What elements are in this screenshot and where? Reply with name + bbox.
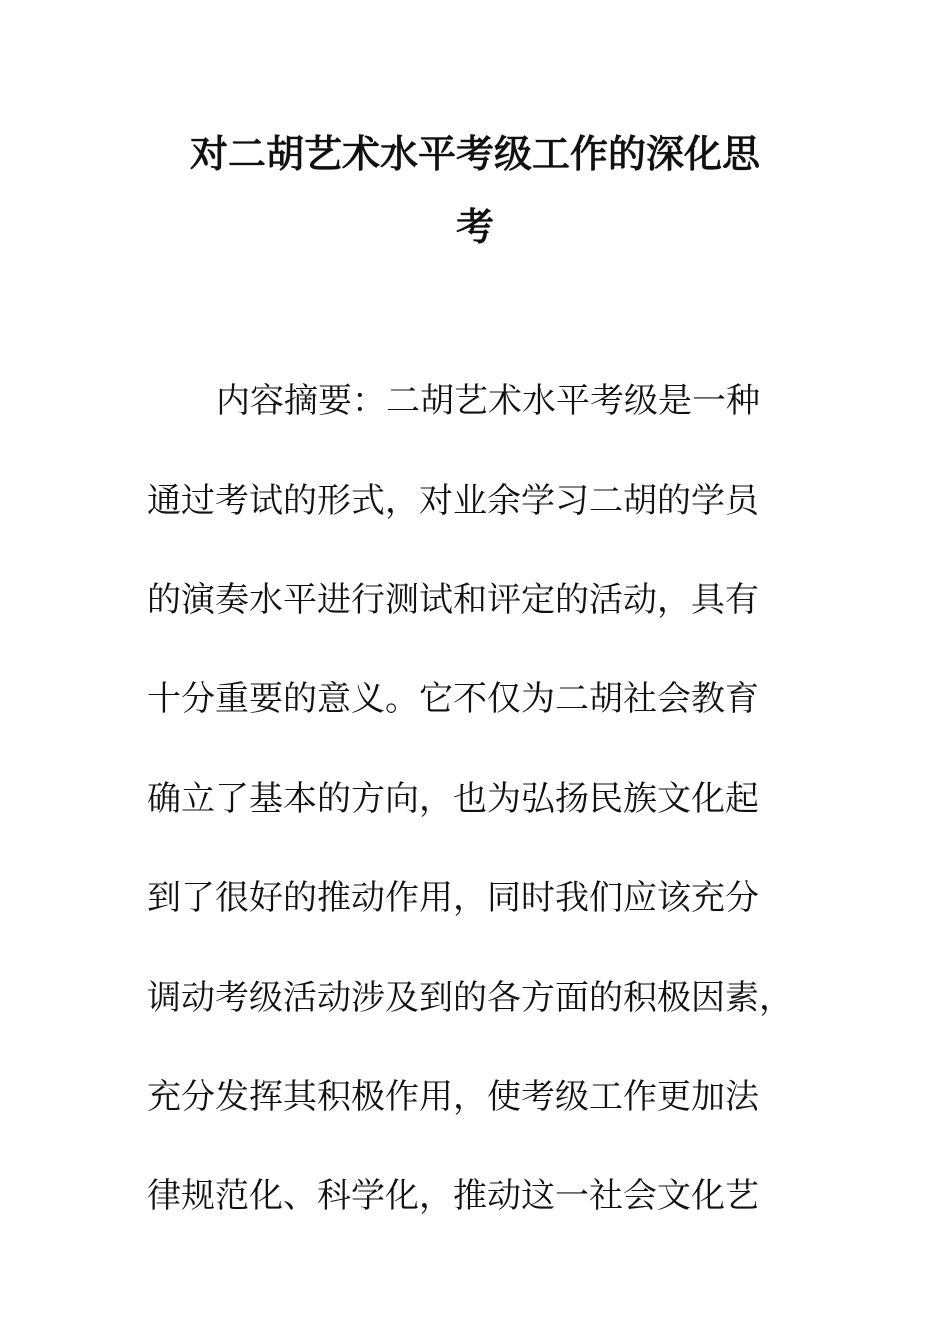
- document-title-line-2: 考: [455, 204, 494, 249]
- abstract-line-2: 通过考试的形式，对业余学习二胡的学员: [147, 481, 759, 521]
- abstract-line-7: 调动考级活动涉及到的各方面的积极因素，: [147, 978, 793, 1018]
- abstract-line-1: 内容摘要：二胡艺术水平考级是一种: [216, 381, 760, 421]
- document-title-line-1: 对二胡艺术水平考级工作的深化思: [189, 131, 760, 176]
- abstract-line-6: 到了很好的推动作用，同时我们应该充分: [147, 878, 759, 918]
- abstract-line-3: 的演奏水平进行测试和评定的活动，具有: [147, 580, 759, 620]
- abstract-line-9: 律规范化、科学化，推动这一社会文化艺: [147, 1176, 759, 1216]
- abstract-line-8: 充分发挥其积极作用，使考级工作更加法: [147, 1077, 759, 1117]
- abstract-line-5: 确立了基本的方向，也为弘扬民族文化起: [147, 779, 759, 819]
- abstract-line-4: 十分重要的意义。它不仅为二胡社会教育: [147, 679, 759, 719]
